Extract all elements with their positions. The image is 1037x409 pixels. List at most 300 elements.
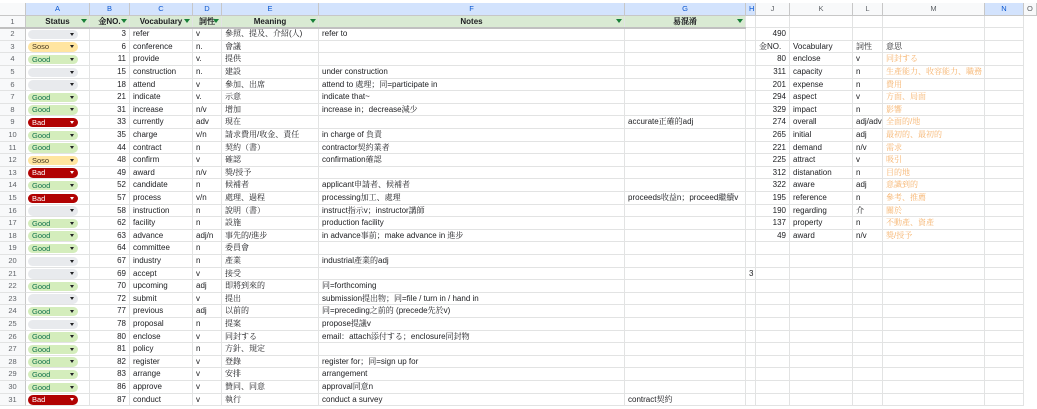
- k-cell[interactable]: [756, 242, 790, 255]
- pos-cell[interactable]: v: [193, 293, 222, 306]
- row-number[interactable]: 1: [0, 16, 26, 29]
- notes-cell[interactable]: register for；同=sign up for: [319, 356, 625, 369]
- n-meaning-cell[interactable]: 方面、局面: [883, 91, 985, 104]
- j-cell[interactable]: [746, 368, 756, 381]
- l-vocabulary-cell[interactable]: [790, 343, 853, 356]
- number-cell[interactable]: 3: [90, 28, 130, 41]
- j-cell[interactable]: [746, 217, 756, 230]
- chevron-down-icon[interactable]: [70, 373, 74, 376]
- confusable-cell[interactable]: [625, 179, 746, 192]
- chevron-down-icon[interactable]: [70, 159, 74, 162]
- column-header-d[interactable]: D: [193, 3, 222, 16]
- j-cell[interactable]: [746, 192, 756, 205]
- status-cell[interactable]: [26, 142, 90, 155]
- status-dropdown[interactable]: [28, 55, 78, 65]
- confusable-cell[interactable]: [625, 343, 746, 356]
- status-cell[interactable]: [26, 268, 90, 281]
- j-cell[interactable]: [746, 41, 756, 54]
- confusable-cell[interactable]: [625, 381, 746, 394]
- o-cell[interactable]: [985, 104, 1024, 117]
- number-cell[interactable]: 44: [90, 142, 130, 155]
- column-header-g[interactable]: G: [625, 3, 746, 16]
- meaning-cell[interactable]: 示意: [222, 91, 319, 104]
- confusable-cell[interactable]: [625, 167, 746, 180]
- pos-cell[interactable]: n/v: [193, 104, 222, 117]
- m-pos-cell[interactable]: [853, 280, 883, 293]
- confusable-cell[interactable]: [625, 91, 746, 104]
- pos-cell[interactable]: v: [193, 28, 222, 41]
- pos-cell[interactable]: n.: [193, 41, 222, 54]
- empty-cell[interactable]: [790, 16, 853, 29]
- pos-cell[interactable]: v.: [193, 53, 222, 66]
- status-cell[interactable]: [26, 154, 90, 167]
- j-cell[interactable]: [746, 53, 756, 66]
- k-cell[interactable]: [756, 293, 790, 306]
- chevron-down-icon[interactable]: [70, 197, 74, 200]
- meaning-cell[interactable]: 執行: [222, 394, 319, 407]
- pos-cell[interactable]: adj: [193, 305, 222, 318]
- k-cell[interactable]: [756, 381, 790, 394]
- meaning-cell[interactable]: 說明（書）: [222, 205, 319, 218]
- status-cell[interactable]: [26, 41, 90, 54]
- n-meaning-cell[interactable]: [883, 343, 985, 356]
- status-dropdown[interactable]: [28, 307, 78, 317]
- pos-cell[interactable]: n: [193, 142, 222, 155]
- vocabulary-cell[interactable]: charge: [130, 129, 193, 142]
- row-number[interactable]: 17: [0, 217, 26, 230]
- status-dropdown[interactable]: [28, 143, 78, 153]
- chevron-down-icon[interactable]: [70, 83, 74, 86]
- k-cell[interactable]: 294: [756, 91, 790, 104]
- m-pos-cell[interactable]: n: [853, 167, 883, 180]
- l-vocabulary-cell[interactable]: reference: [790, 192, 853, 205]
- number-cell[interactable]: 87: [90, 394, 130, 407]
- status-cell[interactable]: [26, 368, 90, 381]
- status-cell[interactable]: [26, 255, 90, 268]
- number-cell[interactable]: 69: [90, 268, 130, 281]
- status-cell[interactable]: [26, 293, 90, 306]
- l-vocabulary-cell[interactable]: expense: [790, 79, 853, 92]
- filter-icon[interactable]: [184, 19, 190, 23]
- status-dropdown[interactable]: [28, 257, 78, 267]
- m-pos-cell[interactable]: [853, 28, 883, 41]
- o-cell[interactable]: [985, 331, 1024, 344]
- l-vocabulary-cell[interactable]: [790, 356, 853, 369]
- vocabulary-cell[interactable]: confirm: [130, 154, 193, 167]
- k-cell[interactable]: 225: [756, 154, 790, 167]
- l-vocabulary-cell[interactable]: [790, 394, 853, 407]
- confusable-cell[interactable]: [625, 129, 746, 142]
- row-number[interactable]: 19: [0, 242, 26, 255]
- row-number[interactable]: 2: [0, 28, 26, 41]
- notes-cell[interactable]: production facility: [319, 217, 625, 230]
- status-dropdown[interactable]: [28, 30, 78, 40]
- status-cell[interactable]: [26, 318, 90, 331]
- j-cell[interactable]: [746, 343, 756, 356]
- meaning-cell[interactable]: 候補者: [222, 179, 319, 192]
- confusable-cell[interactable]: [625, 104, 746, 117]
- row-number[interactable]: 8: [0, 104, 26, 117]
- meaning-cell[interactable]: 接受: [222, 268, 319, 281]
- number-cell[interactable]: 57: [90, 192, 130, 205]
- number-cell[interactable]: 72: [90, 293, 130, 306]
- status-dropdown[interactable]: [28, 370, 78, 380]
- vocabulary-cell[interactable]: approve: [130, 381, 193, 394]
- chevron-down-icon[interactable]: [70, 209, 74, 212]
- vocabulary-cell[interactable]: arrange: [130, 368, 193, 381]
- status-cell[interactable]: [26, 91, 90, 104]
- m-pos-cell[interactable]: n: [853, 217, 883, 230]
- meaning-cell[interactable]: 處理、過程: [222, 192, 319, 205]
- vocabulary-cell[interactable]: conduct: [130, 394, 193, 407]
- l-vocabulary-cell[interactable]: [790, 381, 853, 394]
- pos-cell[interactable]: n: [193, 318, 222, 331]
- n-meaning-cell[interactable]: [883, 268, 985, 281]
- l-vocabulary-cell[interactable]: overall: [790, 116, 853, 129]
- notes-cell[interactable]: in advance事前；make advance in 進步: [319, 230, 625, 243]
- n-meaning-cell[interactable]: [883, 318, 985, 331]
- j-cell[interactable]: [746, 167, 756, 180]
- notes-cell[interactable]: [319, 343, 625, 356]
- notes-cell[interactable]: [319, 268, 625, 281]
- vocabulary-cell[interactable]: candidate: [130, 179, 193, 192]
- pos-cell[interactable]: v: [193, 356, 222, 369]
- vocabulary-cell[interactable]: advance: [130, 230, 193, 243]
- m-pos-cell[interactable]: v: [853, 91, 883, 104]
- vocabulary-cell[interactable]: proposal: [130, 318, 193, 331]
- chevron-down-icon[interactable]: [70, 310, 74, 313]
- j-cell[interactable]: [746, 255, 756, 268]
- chevron-down-icon[interactable]: [70, 272, 74, 275]
- status-dropdown[interactable]: [28, 282, 78, 292]
- number-cell[interactable]: 35: [90, 129, 130, 142]
- number-cell[interactable]: 21: [90, 91, 130, 104]
- pos-cell[interactable]: n: [193, 217, 222, 230]
- j-cell[interactable]: 3: [746, 268, 756, 281]
- o-cell[interactable]: [985, 129, 1024, 142]
- notes-cell[interactable]: [319, 116, 625, 129]
- number-cell[interactable]: 58: [90, 205, 130, 218]
- filter-icon[interactable]: [81, 19, 87, 23]
- n-meaning-cell[interactable]: [883, 28, 985, 41]
- row-number[interactable]: 29: [0, 368, 26, 381]
- k-cell[interactable]: [756, 394, 790, 407]
- n-meaning-cell[interactable]: 吸引: [883, 154, 985, 167]
- n-meaning-cell[interactable]: 目的地: [883, 167, 985, 180]
- k-cell[interactable]: 312: [756, 167, 790, 180]
- meaning-cell[interactable]: 安排: [222, 368, 319, 381]
- pos-cell[interactable]: n: [193, 179, 222, 192]
- chevron-down-icon[interactable]: [70, 335, 74, 338]
- row-number[interactable]: 28: [0, 356, 26, 369]
- chevron-down-icon[interactable]: [70, 247, 74, 250]
- notes-cell[interactable]: increase in；decrease減少: [319, 104, 625, 117]
- status-cell[interactable]: [26, 205, 90, 218]
- k-cell[interactable]: 190: [756, 205, 790, 218]
- confusable-cell[interactable]: [625, 331, 746, 344]
- o-cell[interactable]: [985, 280, 1024, 293]
- number-cell[interactable]: 48: [90, 154, 130, 167]
- status-dropdown[interactable]: [28, 345, 78, 355]
- l-vocabulary-cell[interactable]: [790, 318, 853, 331]
- l-vocabulary-cell[interactable]: [790, 255, 853, 268]
- k-cell[interactable]: 311: [756, 66, 790, 79]
- o-cell[interactable]: [985, 368, 1024, 381]
- m-pos-cell[interactable]: n: [853, 79, 883, 92]
- o-cell[interactable]: [985, 91, 1024, 104]
- status-dropdown[interactable]: [28, 219, 78, 229]
- row-number[interactable]: 5: [0, 66, 26, 79]
- o-cell[interactable]: [985, 343, 1024, 356]
- l-vocabulary-cell[interactable]: aware: [790, 179, 853, 192]
- chevron-down-icon[interactable]: [70, 386, 74, 389]
- n-meaning-cell[interactable]: [883, 242, 985, 255]
- filter-icon[interactable]: [213, 19, 219, 23]
- status-cell[interactable]: [26, 305, 90, 318]
- status-dropdown[interactable]: [28, 80, 78, 90]
- notes-cell[interactable]: applicant申請者、候補者: [319, 179, 625, 192]
- vocabulary-cell[interactable]: indicate: [130, 91, 193, 104]
- l-vocabulary-cell[interactable]: property: [790, 217, 853, 230]
- pos-cell[interactable]: adj: [193, 280, 222, 293]
- k-cell[interactable]: 322: [756, 179, 790, 192]
- notes-cell[interactable]: refer to: [319, 28, 625, 41]
- filter-icon[interactable]: [616, 19, 622, 23]
- chevron-down-icon[interactable]: [70, 222, 74, 225]
- chevron-down-icon[interactable]: [70, 348, 74, 351]
- j-cell[interactable]: [746, 79, 756, 92]
- notes-cell[interactable]: [319, 242, 625, 255]
- confusable-cell[interactable]: [625, 205, 746, 218]
- l-vocabulary-cell[interactable]: [790, 293, 853, 306]
- number-cell[interactable]: 77: [90, 305, 130, 318]
- vocabulary-cell[interactable]: facility: [130, 217, 193, 230]
- column-header-corner[interactable]: [0, 3, 26, 16]
- vocabulary-cell[interactable]: currently: [130, 116, 193, 129]
- status-cell[interactable]: [26, 356, 90, 369]
- confusable-cell[interactable]: [625, 368, 746, 381]
- n-meaning-cell[interactable]: 費用: [883, 79, 985, 92]
- l-vocabulary-cell[interactable]: initial: [790, 129, 853, 142]
- m-pos-cell[interactable]: [853, 305, 883, 318]
- number-cell[interactable]: 83: [90, 368, 130, 381]
- l-vocabulary-cell[interactable]: aspect: [790, 91, 853, 104]
- k-cell[interactable]: [756, 368, 790, 381]
- j-cell[interactable]: [746, 205, 756, 218]
- m-pos-cell[interactable]: n/v: [853, 230, 883, 243]
- l-vocabulary-cell[interactable]: [790, 242, 853, 255]
- row-number[interactable]: 16: [0, 205, 26, 218]
- status-dropdown[interactable]: [28, 105, 78, 115]
- l-vocabulary-cell[interactable]: capacity: [790, 66, 853, 79]
- l-vocabulary-cell[interactable]: distanation: [790, 167, 853, 180]
- meaning-cell[interactable]: 參加、出席: [222, 79, 319, 92]
- j-cell[interactable]: [746, 230, 756, 243]
- k-cell[interactable]: [756, 343, 790, 356]
- vocabulary-cell[interactable]: enclose: [130, 331, 193, 344]
- o-cell[interactable]: [985, 53, 1024, 66]
- vocabulary-cell[interactable]: conference: [130, 41, 193, 54]
- m-pos-cell[interactable]: [853, 242, 883, 255]
- j-cell[interactable]: [746, 318, 756, 331]
- empty-cell[interactable]: [883, 16, 985, 29]
- chevron-down-icon[interactable]: [70, 260, 74, 263]
- chevron-down-icon[interactable]: [70, 285, 74, 288]
- o-cell[interactable]: [985, 268, 1024, 281]
- notes-cell[interactable]: 同=forthcoming: [319, 280, 625, 293]
- meaning-cell[interactable]: 契約（書）: [222, 142, 319, 155]
- vocabulary-cell[interactable]: committee: [130, 242, 193, 255]
- confusable-cell[interactable]: [625, 318, 746, 331]
- j-cell[interactable]: [746, 28, 756, 41]
- status-dropdown[interactable]: [28, 168, 78, 178]
- number-cell[interactable]: 78: [90, 318, 130, 331]
- number-cell[interactable]: 6: [90, 41, 130, 54]
- status-cell[interactable]: [26, 230, 90, 243]
- pos-cell[interactable]: v: [193, 368, 222, 381]
- status-dropdown[interactable]: [28, 68, 78, 78]
- notes-cell[interactable]: under construction: [319, 66, 625, 79]
- empty-cell[interactable]: [853, 16, 883, 29]
- j-cell[interactable]: [746, 129, 756, 142]
- row-number[interactable]: 6: [0, 79, 26, 92]
- chevron-down-icon[interactable]: [70, 171, 74, 174]
- vocabulary-cell[interactable]: provide: [130, 53, 193, 66]
- meaning-cell[interactable]: 同封する: [222, 331, 319, 344]
- status-dropdown[interactable]: [28, 42, 78, 52]
- status-cell[interactable]: [26, 242, 90, 255]
- o-cell[interactable]: [985, 142, 1024, 155]
- n-meaning-cell[interactable]: 需求: [883, 142, 985, 155]
- filter-icon[interactable]: [737, 19, 743, 23]
- row-number[interactable]: 10: [0, 129, 26, 142]
- m-pos-cell[interactable]: [853, 394, 883, 407]
- n-meaning-cell[interactable]: [883, 280, 985, 293]
- o-cell[interactable]: [985, 318, 1024, 331]
- column-header-e[interactable]: E: [222, 3, 319, 16]
- meaning-cell[interactable]: 贊同、同意: [222, 381, 319, 394]
- k-cell[interactable]: 490: [756, 28, 790, 41]
- j-cell[interactable]: [746, 293, 756, 306]
- confusable-cell[interactable]: [625, 79, 746, 92]
- vocabulary-cell[interactable]: instruction: [130, 205, 193, 218]
- status-cell[interactable]: [26, 179, 90, 192]
- notes-cell[interactable]: 同=preceding之前的 (precede先於v): [319, 305, 625, 318]
- row-number[interactable]: 22: [0, 280, 26, 293]
- k-cell[interactable]: [756, 318, 790, 331]
- notes-cell[interactable]: industrial產業的adj: [319, 255, 625, 268]
- o-cell[interactable]: [985, 154, 1024, 167]
- row-number[interactable]: 18: [0, 230, 26, 243]
- row-number[interactable]: 9: [0, 116, 26, 129]
- m-pos-cell[interactable]: 介: [853, 205, 883, 218]
- pos-cell[interactable]: v: [193, 79, 222, 92]
- status-cell[interactable]: [26, 104, 90, 117]
- number-cell[interactable]: 86: [90, 381, 130, 394]
- meaning-cell[interactable]: 獎/授予: [222, 167, 319, 180]
- o-cell[interactable]: [985, 179, 1024, 192]
- j-cell[interactable]: [746, 104, 756, 117]
- j-cell[interactable]: [746, 142, 756, 155]
- m-pos-cell[interactable]: n/v: [853, 142, 883, 155]
- chevron-down-icon[interactable]: [70, 146, 74, 149]
- status-cell[interactable]: [26, 129, 90, 142]
- status-cell[interactable]: [26, 116, 90, 129]
- confusable-cell[interactable]: [625, 242, 746, 255]
- j-cell[interactable]: [746, 356, 756, 369]
- confusable-cell[interactable]: [625, 53, 746, 66]
- notes-cell[interactable]: indicate that~: [319, 91, 625, 104]
- o-cell[interactable]: [985, 242, 1024, 255]
- row-number[interactable]: 15: [0, 192, 26, 205]
- column-header-n[interactable]: N: [985, 3, 1024, 16]
- row-number[interactable]: 27: [0, 343, 26, 356]
- n-meaning-cell[interactable]: 不動產、資產: [883, 217, 985, 230]
- l-vocabulary-cell[interactable]: [790, 305, 853, 318]
- m-pos-cell[interactable]: adj: [853, 129, 883, 142]
- m-pos-cell[interactable]: [853, 381, 883, 394]
- l-vocabulary-cell[interactable]: [790, 368, 853, 381]
- n-meaning-cell[interactable]: 關於: [883, 205, 985, 218]
- o-cell[interactable]: [985, 192, 1024, 205]
- number-cell[interactable]: 70: [90, 280, 130, 293]
- notes-cell[interactable]: attend to 處理；同=participate in: [319, 79, 625, 92]
- j-cell[interactable]: [746, 280, 756, 293]
- pos-cell[interactable]: adj/n: [193, 230, 222, 243]
- m-pos-cell[interactable]: [853, 368, 883, 381]
- confusable-cell[interactable]: [625, 66, 746, 79]
- n-meaning-cell[interactable]: [883, 381, 985, 394]
- m-pos-cell[interactable]: 詞性: [853, 41, 883, 54]
- number-cell[interactable]: 18: [90, 79, 130, 92]
- pos-cell[interactable]: v/n: [193, 192, 222, 205]
- row-number[interactable]: 26: [0, 331, 26, 344]
- pos-cell[interactable]: v.: [193, 91, 222, 104]
- l-vocabulary-cell[interactable]: [790, 331, 853, 344]
- status-dropdown[interactable]: [28, 118, 78, 128]
- o-cell[interactable]: [985, 305, 1024, 318]
- row-number[interactable]: 24: [0, 305, 26, 318]
- n-meaning-cell[interactable]: 獎/授予: [883, 230, 985, 243]
- k-cell[interactable]: 137: [756, 217, 790, 230]
- o-cell[interactable]: [985, 116, 1024, 129]
- meaning-cell[interactable]: 產業: [222, 255, 319, 268]
- n-meaning-cell[interactable]: 同封する: [883, 53, 985, 66]
- m-pos-cell[interactable]: [853, 318, 883, 331]
- status-dropdown[interactable]: [28, 332, 78, 342]
- status-cell[interactable]: [26, 381, 90, 394]
- k-cell[interactable]: [756, 255, 790, 268]
- number-cell[interactable]: 15: [90, 66, 130, 79]
- o-cell[interactable]: [985, 167, 1024, 180]
- vocabulary-cell[interactable]: register: [130, 356, 193, 369]
- pos-cell[interactable]: adv: [193, 116, 222, 129]
- status-dropdown[interactable]: [28, 194, 78, 204]
- number-cell[interactable]: 80: [90, 331, 130, 344]
- o-cell[interactable]: [985, 205, 1024, 218]
- chevron-down-icon[interactable]: [70, 134, 74, 137]
- chevron-down-icon[interactable]: [70, 121, 74, 124]
- notes-cell[interactable]: submission提出物；同=file / turn in / hand in: [319, 293, 625, 306]
- l-vocabulary-cell[interactable]: attract: [790, 154, 853, 167]
- row-number[interactable]: 13: [0, 167, 26, 180]
- n-meaning-cell[interactable]: [883, 394, 985, 407]
- status-dropdown[interactable]: [28, 231, 78, 241]
- number-cell[interactable]: 52: [90, 179, 130, 192]
- pos-cell[interactable]: v: [193, 381, 222, 394]
- m-pos-cell[interactable]: n: [853, 104, 883, 117]
- n-meaning-cell[interactable]: [883, 293, 985, 306]
